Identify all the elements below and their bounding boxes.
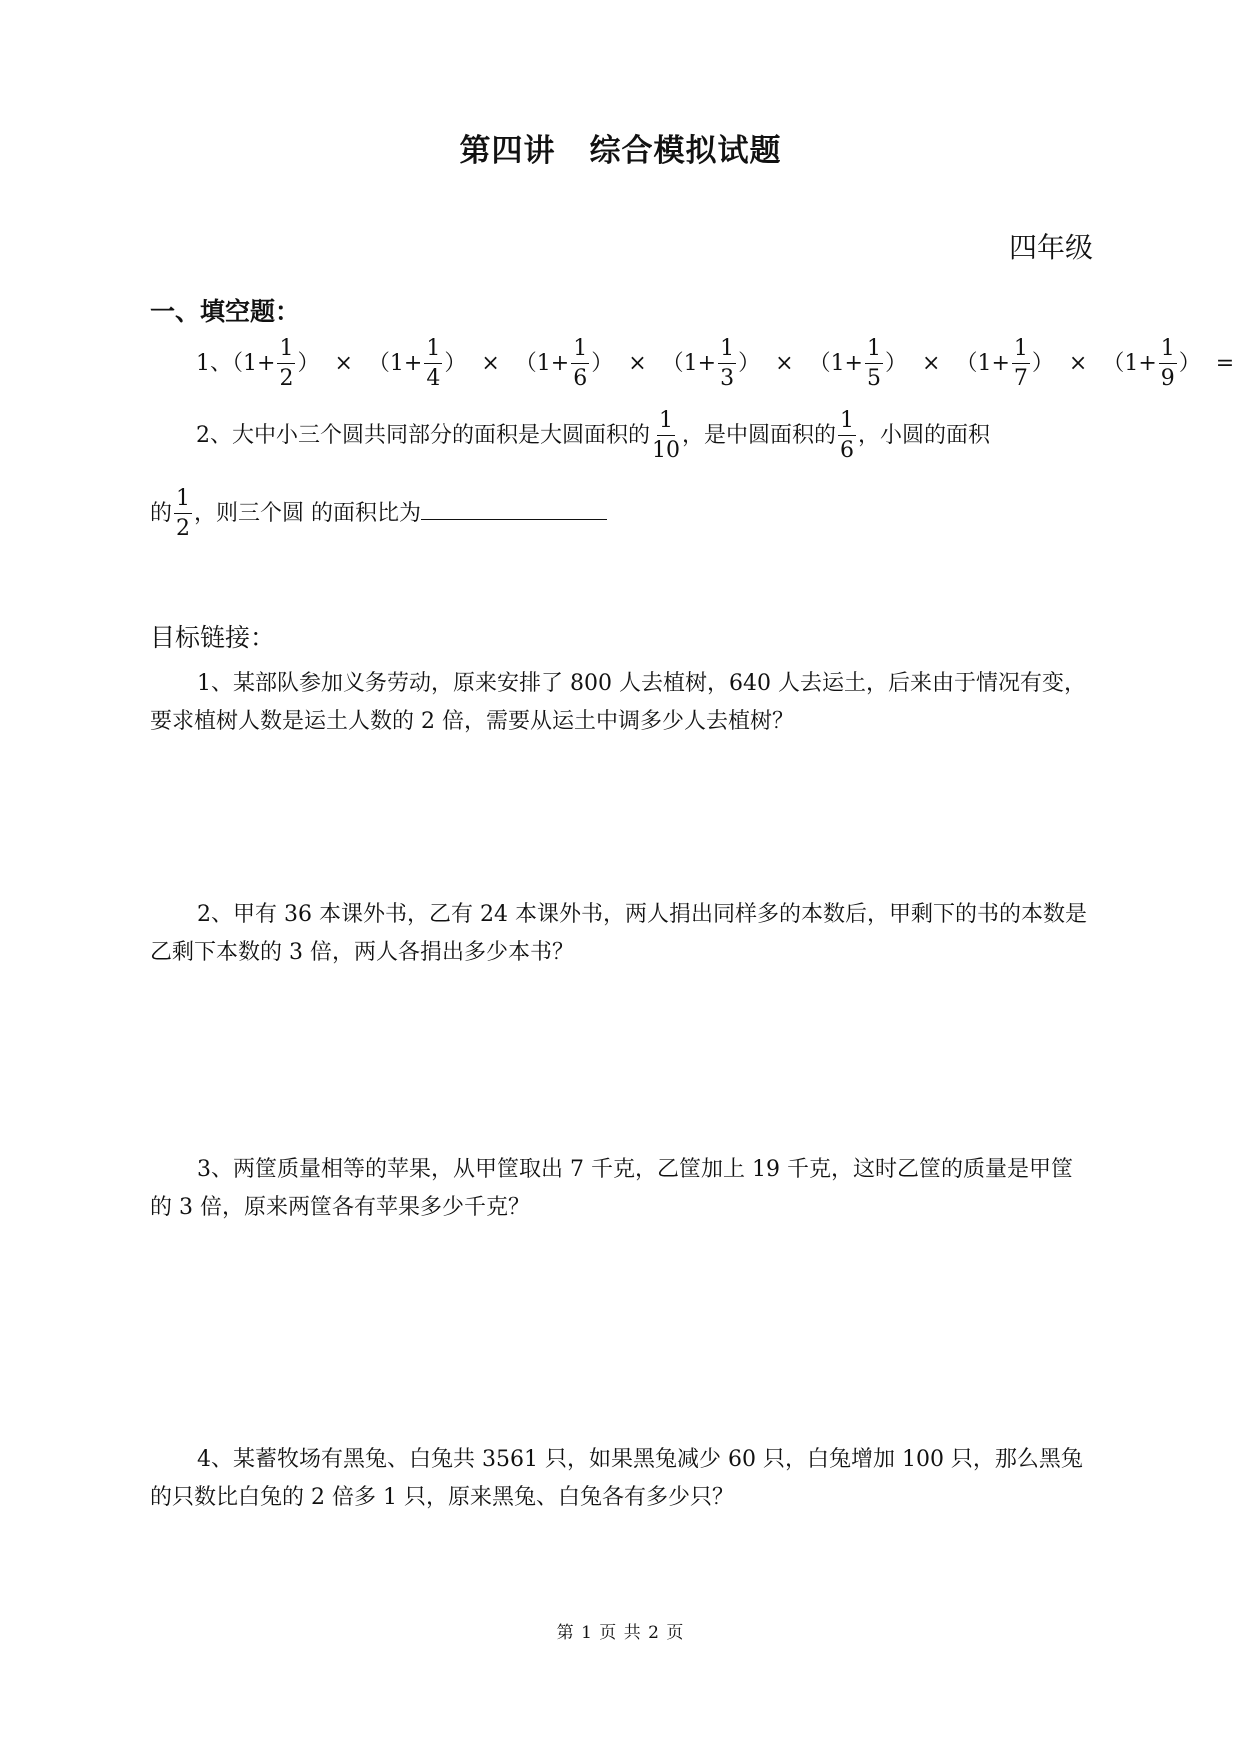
fraction: $\frac{1}{2}$ (176, 486, 191, 541)
page-footer: 第 1 页 共 2 页 (556, 1623, 685, 1643)
fraction: $\frac{1}{2}$ (279, 336, 294, 391)
fraction: $\frac{1}{5}$ (867, 336, 881, 391)
fraction: $\frac{1}{9}$ (1160, 336, 1175, 391)
page-title (0, 125, 1241, 170)
times-sign: × (775, 351, 794, 376)
times-sign: × (1068, 351, 1088, 376)
question-2-line1: 2、大中小三个圆共同部分的面积是大圆面积的 $\frac{1}{10}$ ，是中圆面积的 $\frac{1}{6}$ ，小圆的面积 (196, 408, 991, 463)
fraction: $\frac{1}{4}$ (426, 336, 441, 391)
fraction: $\frac{1}{6}$ (573, 336, 588, 391)
fraction: $\frac{1}{10}$ (652, 408, 680, 463)
section-fill-blank-heading: 一、填空题： (150, 297, 301, 326)
question-2-line2: 的 $\frac{1}{2}$ ，则三个圆 的面积比为 (150, 488, 607, 540)
answer-blank[interactable] (421, 497, 607, 520)
word-problem-2: 2、甲有 36 本课外书，乙有 24 本课外书，两人捐出同样多的本数后，甲剩下的书的本数是乙剩下本数的 3 倍，两人各捐出多少本书？ (150, 902, 1087, 965)
grade-label: 四年级 (1008, 231, 1093, 264)
fraction: $\frac{1}{6}$ (840, 408, 855, 463)
times-sign: × (334, 351, 353, 376)
fraction: $\frac{1}{3}$ (720, 336, 735, 391)
times-sign: × (481, 351, 500, 376)
q1-prefix: 1、（1+ (196, 351, 276, 376)
title-lecture: 第四讲 (459, 133, 556, 169)
equals-sign: = (1215, 351, 1235, 376)
fraction: $\frac{1}{7}$ (1013, 336, 1028, 391)
word-problem-4: 4、某蓄牧场有黑兔、白兔共 3561 只，如果黑兔减少 60 只，白兔增加 100 只，那么黑兔的只数比白兔的 2 倍多 1 只，原来黑兔、白兔各有多少只？ (150, 1447, 1083, 1510)
question-1-fill: 1、（1+ $\frac{1}{2}$ ） × （1+ $\frac{1}{4}$ ） × （1+ $\frac{1}{6}$ ） × （1+ $\frac{1}{3}$ ） × （1+ $\frac{1}{5}$ ） × （1+ $\frac{1}{7}$ ） × （1+ $\frac{1}{9}$ ） = (196, 336, 1235, 391)
times-sign: × (628, 351, 647, 376)
word-problem-3: 3、两筐质量相等的苹果，从甲筐取出 7 千克，乙筐加上 19 千克，这时乙筐的质量是甲筐的 3 倍，原来两筐各有苹果多少千克？ (150, 1157, 1073, 1220)
title-subject: 综合模拟试题 (589, 133, 782, 169)
times-sign: × (922, 351, 941, 376)
word-problem-1: 1、某部队参加义务劳动，原来安排了 800 人去植树，640 人去运土，后来由于情况有变，要求植树人数是运土人数的 2 倍，需要从运土中调多少人去植树？ (150, 671, 1086, 734)
section-target-link-heading: 目标链接： (150, 623, 276, 652)
